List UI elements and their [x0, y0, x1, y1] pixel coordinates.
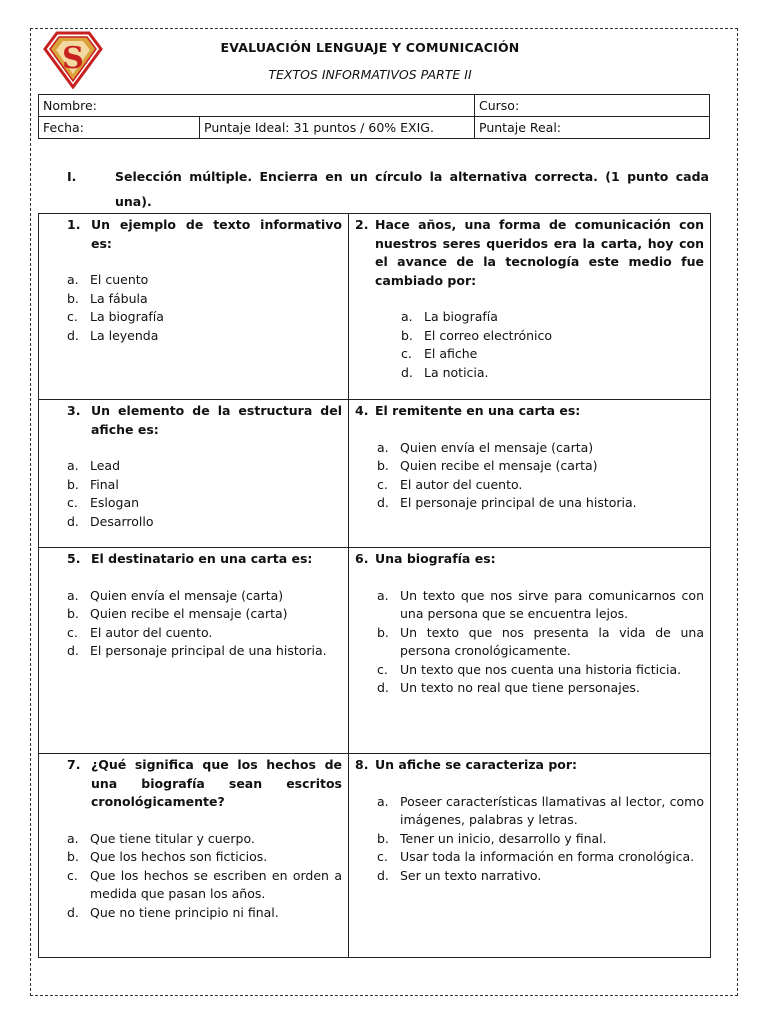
- question-cell: 3. Un elemento de la estructura del afiche es: a. Lead b. Final c. Eslogan d. Desarrollo: [39, 400, 349, 548]
- option[interactable]: a. El cuento: [67, 272, 149, 287]
- option[interactable]: d. La noticia.: [401, 364, 489, 380]
- option[interactable]: c. Usar toda la información en forma cronológica.: [377, 849, 695, 864]
- document-subtitle: TEXTOS INFORMATIVOS PARTE II: [268, 67, 472, 82]
- date-field[interactable]: Fecha:: [39, 117, 200, 139]
- option[interactable]: d. Que no tiene principio ni final.: [67, 904, 279, 920]
- question-text: Un elemento de la estructura del afiche es:: [91, 403, 342, 437]
- question-text: Una biografía es:: [375, 551, 496, 566]
- option[interactable]: b. Un texto que nos presenta la vida de una persona cronológicamente.: [377, 624, 704, 658]
- option[interactable]: a. Poseer características llamativas al lector, como imágenes, palabras y letras.: [377, 793, 704, 827]
- option[interactable]: b. El correo electrónico: [401, 327, 553, 343]
- option[interactable]: d. La leyenda: [67, 327, 159, 343]
- option[interactable]: c. Que los hechos se escriben en orden a medida que pasan los años.: [67, 867, 342, 901]
- questions-table: [38, 213, 711, 958]
- option[interactable]: c. El autor del cuento.: [377, 476, 523, 492]
- option[interactable]: b. Final: [67, 476, 119, 492]
- real-score-field[interactable]: Puntaje Real:: [475, 117, 710, 139]
- option[interactable]: c. El afiche: [401, 346, 478, 361]
- question-cell: 2. Hace años, una forma de comunicación con nuestros seres queridos era la carta, hoy con el avance de la tecnología este medio fue cambiado por: a. La biografía b. El correo electrónico c. El afiche d. La noticia.: [349, 214, 711, 400]
- question-text: El destinatario en una carta es:: [91, 551, 313, 566]
- student-info-table: [38, 94, 710, 139]
- course-field[interactable]: Curso:: [475, 95, 710, 117]
- option[interactable]: a. La biografía: [401, 309, 498, 324]
- option[interactable]: c. Un texto que nos cuenta una historia ficticia.: [377, 661, 682, 677]
- question-text: Hace años, una forma de comunicación con nuestros seres queridos era la carta, hoy con el avance de la tecnología este medio fue cambiado por:: [375, 217, 704, 288]
- question-cell: 6. Una biografía es: a. Un texto que nos sirve para comunicarnos con una persona que se encuentra lejos. b. Un texto que nos presenta la vida de una persona cronológicamente. c. Un texto que nos cuenta una historia ficticia. d. Un texto no real que tiene personajes.: [349, 548, 711, 754]
- option[interactable]: b. Que los hechos son ficticios.: [67, 849, 268, 864]
- svg-text:S: S: [62, 41, 84, 76]
- ideal-score: Puntaje Ideal: 31 puntos / 60% EXIG.: [200, 117, 475, 139]
- option[interactable]: a. Quien envía el mensaje (carta): [67, 587, 284, 603]
- question-cell: 4. El remitente en una carta es: a. Quien envía el mensaje (carta) b. Quien recibe el mensaje (carta) c. El autor del cuento. d. El personaje principal de una historia.: [349, 400, 711, 548]
- question-cell: 7. ¿Qué significa que los hechos de una biografía sean escritos cronológicamente? a. Que tiene titular y cuerpo. b. Que los hechos son ficticios. c. Que los hechos se escriben en orden a medida que pasan los años. d. Que no tiene principio ni final.: [39, 754, 349, 958]
- question-cell: 8. Un afiche se caracteriza por: a. Poseer características llamativas al lector, como imágenes, palabras y letras. b. Tener un inicio, desarrollo y final. c. Usar toda la información en forma cronológica. d. Ser un texto narrativo.: [349, 754, 711, 958]
- option[interactable]: a. Quien envía el mensaje (carta): [377, 439, 594, 455]
- question-text: El remitente en una carta es:: [375, 403, 581, 418]
- option[interactable]: b. Quien recibe el mensaje (carta): [67, 606, 288, 621]
- option[interactable]: c. Eslogan: [67, 495, 140, 510]
- question-text: ¿Qué significa que los hechos de una biografía sean escritos cronológicamente?: [91, 757, 342, 809]
- name-field[interactable]: Nombre:: [39, 95, 475, 117]
- school-logo-icon: [43, 31, 103, 89]
- document-title: EVALUACIÓN LENGUAJE Y COMUNICACIÓN: [220, 40, 520, 55]
- option[interactable]: b. Tener un inicio, desarrollo y final.: [377, 830, 607, 846]
- option[interactable]: d. Desarrollo: [67, 513, 154, 529]
- section-number: I.: [67, 169, 77, 184]
- option[interactable]: b. La fábula: [67, 290, 148, 306]
- option[interactable]: b. Quien recibe el mensaje (carta): [377, 458, 598, 473]
- section-instructions: Selección múltiple. Encierra en un círculo la alternativa correcta. (1 punto cada una).: [115, 169, 709, 209]
- question-text: Un ejemplo de texto informativo es:: [91, 217, 342, 251]
- option[interactable]: d. Ser un texto narrativo.: [377, 867, 542, 883]
- option[interactable]: a. Un texto que nos sirve para comunicarnos con una persona que se encuentra lejos.: [377, 587, 704, 621]
- option[interactable]: d. Un texto no real que tiene personajes.: [377, 680, 640, 695]
- question-cell: 5. El destinatario en una carta es: a. Quien envía el mensaje (carta) b. Quien recibe el mensaje (carta) c. El autor del cuento. d. El personaje principal de una historia.: [39, 548, 349, 754]
- option[interactable]: c. El autor del cuento.: [67, 624, 213, 640]
- option[interactable]: a. Lead: [67, 458, 121, 473]
- option[interactable]: d. El personaje principal de una historia.: [377, 495, 637, 510]
- option[interactable]: d. El personaje principal de una historia.: [67, 643, 327, 658]
- question-cell: 1. Un ejemplo de texto informativo es: a. El cuento b. La fábula c. La biografía d. La leyenda: [39, 214, 349, 400]
- option[interactable]: a. Que tiene titular y cuerpo.: [67, 830, 255, 846]
- question-text: Un afiche se caracteriza por:: [375, 757, 578, 772]
- option[interactable]: c. La biografía: [67, 309, 164, 324]
